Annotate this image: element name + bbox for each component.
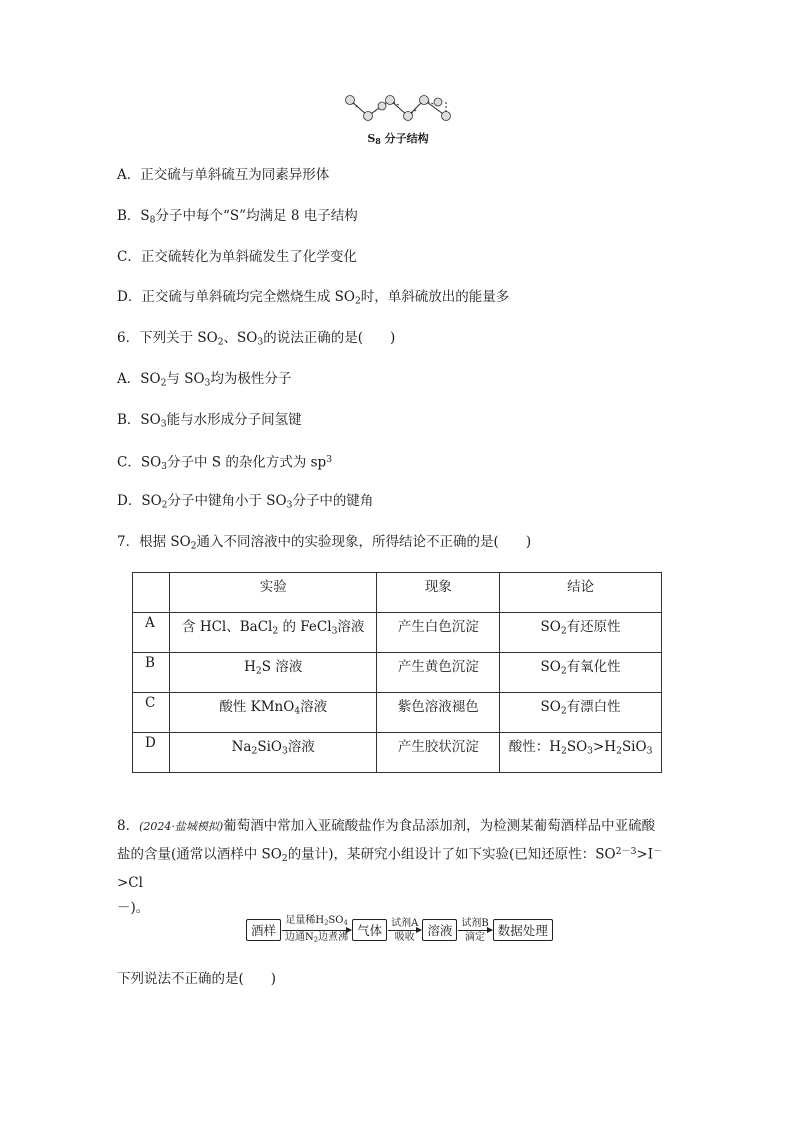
row-phenomenon: 产生黄色沉淀 xyxy=(377,653,500,693)
table-row xyxy=(133,613,662,653)
header-experiment: 实验 xyxy=(169,573,377,613)
row-phenomenon: 紫色溶液褪色 xyxy=(377,693,500,733)
q8-stem: 8．(2024·盐城模拟)葡萄酒中常加入亚硫酸盐作为食品添加剂，为检测某葡萄酒样品中亚硫酸 盐的含量(通常以酒样中 $SO_2$的量计)，某研究小组设计了如下实验(已知还原性：$SO^{2-3}>I^->Cl$ －)。 xyxy=(117,818,663,916)
q5-option-a: A．正交硫与单斜硫互为同素异形体 xyxy=(117,167,330,183)
row-conclusion: $SO_2$有漂白性 xyxy=(500,693,662,733)
flow-arrow-2: 试剂A 吸收 xyxy=(388,918,421,943)
row-phenomenon: 产生胶状沉淀 xyxy=(377,733,500,773)
flow-box-solution: 溶液 xyxy=(422,919,457,941)
q7-experiment-table xyxy=(132,572,662,773)
q8-source: (2024·盐城模拟) xyxy=(139,820,224,833)
q6-option-b: B．$SO_3$能与水形成分子间氢键 xyxy=(117,412,302,430)
row-experiment: $H_2S$ 溶液 xyxy=(169,653,377,693)
row-conclusion: $SO_2$有还原性 xyxy=(500,613,662,653)
table-row xyxy=(133,653,662,693)
flow-box-data: 数据处理 xyxy=(493,919,553,941)
header-phenomenon: 现象 xyxy=(377,573,500,613)
row-label: A xyxy=(133,613,170,653)
flow-arrow-1: 足量稀$H_2SO_4$ 边通$N_2$边煮沸 xyxy=(282,915,351,945)
row-experiment: $Na_2SiO_3$溶液 xyxy=(169,733,377,773)
q6-stem: 6．下列关于 $SO_2$、$SO_3$的说法正确的是( ) xyxy=(117,330,396,348)
flow-box-gas: 气体 xyxy=(352,919,387,941)
s8-molecule-diagram xyxy=(338,92,458,128)
flow-arrow-3: 试剂B 滴定 xyxy=(458,918,491,943)
header-label xyxy=(133,573,170,613)
row-label: C xyxy=(133,693,170,733)
q5-option-b: B．$S_8$分子中每个“S”均满足 8 电子结构 xyxy=(117,208,358,226)
figure-caption: $S_8$ 分子结构 xyxy=(367,132,429,146)
flow-box-sample: 酒样 xyxy=(246,919,281,941)
q8-flow-diagram xyxy=(246,915,553,945)
s8-structure-figure xyxy=(330,92,466,146)
row-label: D xyxy=(133,733,170,773)
row-experiment: 含 HCl、BaCl$_2$ 的 FeCl$_3$溶液 xyxy=(169,613,377,653)
table-row xyxy=(133,693,662,733)
row-conclusion: $SO_2$有氧化性 xyxy=(500,653,662,693)
table-row xyxy=(133,733,662,773)
row-conclusion: 酸性：$H_2SO_3>H_2SiO_3$ xyxy=(500,733,662,773)
header-conclusion: 结论 xyxy=(500,573,662,613)
q5-option-c: C．正交硫转化为单斜硫发生了化学变化 xyxy=(117,249,357,265)
q5-option-d: D．正交硫与单斜硫均完全燃烧生成 $SO_2$时，单斜硫放出的能量多 xyxy=(117,289,510,307)
row-label: B xyxy=(133,653,170,693)
q7-stem: 7．根据 $SO_2$通入不同溶液中的实验现象，所得结论不正确的是( ) xyxy=(117,534,532,552)
q6-option-a: A．$SO_2$与 $SO_3$均为极性分子 xyxy=(117,371,292,389)
q8-ask: 下列说法不正确的是( ) xyxy=(117,971,277,987)
q6-option-c: C．$SO_3$分子中 S 的杂化方式为 $sp^3$ xyxy=(117,454,333,472)
row-experiment: 酸性 KMnO$_4$溶液 xyxy=(169,693,377,733)
table-header-row xyxy=(133,573,662,613)
q6-option-d: D．$SO_2$分子中键角小于 $SO_3$分子中的键角 xyxy=(117,493,374,511)
row-phenomenon: 产生白色沉淀 xyxy=(377,613,500,653)
